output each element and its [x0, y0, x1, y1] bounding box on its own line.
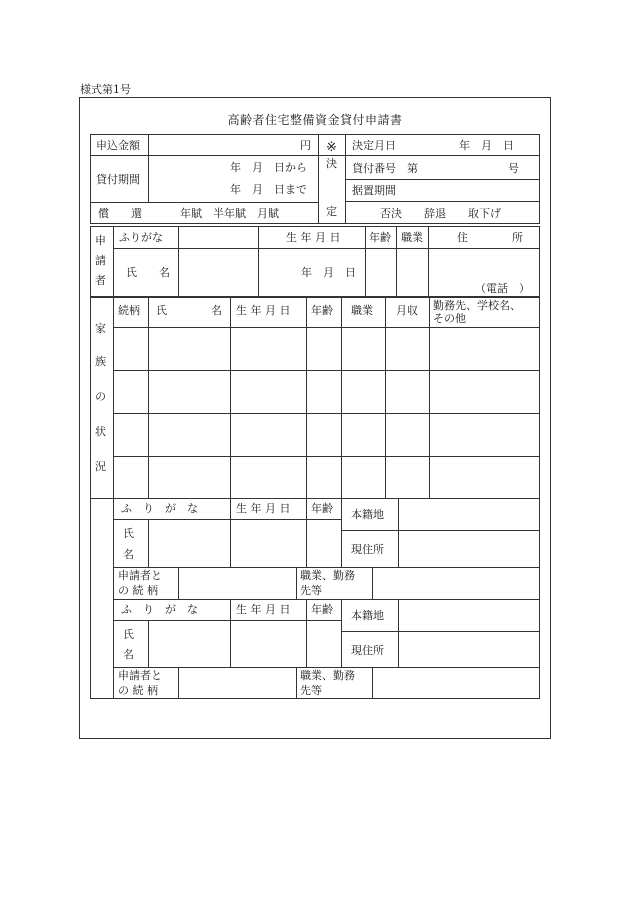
cosigner2-job-label-2: 先等 [300, 684, 322, 697]
applicant-birth-label: 生 年 月 日 [286, 231, 341, 244]
cosigner2-age-label: 年齢 [311, 603, 333, 616]
cosigner1-age-label: 年齢 [311, 502, 333, 515]
cosigner2-furigana-label: ふ り が な [121, 603, 198, 616]
loan-period-to: 年 月 日まで [230, 183, 307, 196]
applicant-phone-label: （電話 ） [475, 282, 530, 295]
family-side-char-5: 況 [95, 460, 106, 473]
family-workplace-header-1: 勤務先、学校名、 [433, 299, 521, 312]
cosigner1-furigana-label: ふ り が な [121, 502, 198, 515]
cosigner2-birth-label: 生 年 月 日 [236, 603, 291, 616]
cosigner2-job-label-1: 職業、勤務 [300, 669, 355, 682]
grace-period-label: 据置期間 [352, 184, 396, 197]
cosigner1-name-char-2: 名 [123, 548, 134, 561]
applicant-birth-ymd: 年 月 日 [301, 266, 356, 279]
family-name-header: 氏 名 [156, 304, 222, 317]
cosigner1-address-label: 現住所 [351, 543, 384, 556]
decision-char-2: 定 [326, 205, 337, 218]
cosigner1-relation-label-1: 申請者と [118, 569, 162, 582]
result-options: 否決 辞退 取下げ [380, 207, 501, 220]
repayment-options: 年賦 半年賦 月賦 [180, 207, 279, 220]
loan-number-label: 貸付番号 第 [352, 162, 418, 175]
repayment-label: 償 還 [98, 207, 142, 220]
family-income-header: 月収 [396, 304, 418, 317]
cosigner2-relation-label-2: の 続 柄 [118, 684, 158, 697]
cosigner1-job-label-1: 職業、勤務 [300, 569, 355, 582]
applicant-side-char-2: 請 [95, 254, 106, 267]
cosigner2-name-char-2: 名 [123, 648, 134, 661]
application-amount-label: 申込金額 [96, 139, 140, 152]
family-side-char-2: 族 [95, 355, 106, 368]
applicant-name-label: 氏 名 [126, 266, 170, 279]
loan-period-label: 貸付期間 [96, 173, 140, 186]
decision-date-label: 決定月日 [352, 139, 396, 152]
applicant-side-char-3: 者 [95, 274, 106, 287]
family-side-char-1: 家 [95, 322, 106, 335]
applicant-age-label: 年齢 [369, 231, 391, 244]
cosigner1-relation-label-2: の 続 柄 [118, 584, 158, 597]
applicant-side-char-1: 申 [95, 234, 106, 247]
cosigner1-job-label-2: 先等 [300, 584, 322, 597]
family-occupation-header: 職業 [351, 304, 373, 317]
cosigner1-domicile-label: 本籍地 [351, 508, 384, 521]
form-number: 様式第1号 [80, 83, 131, 96]
family-side-char-3: の [95, 390, 106, 403]
applicant-occupation-label: 職業 [401, 231, 423, 244]
loan-period-from: 年 月 日から [230, 161, 307, 174]
cosigner2-address-label: 現住所 [351, 644, 384, 657]
applicant-furigana-label: ふりがな [119, 231, 163, 244]
decision-char-1: 決 [326, 157, 337, 170]
applicant-address-label: 住 所 [457, 231, 523, 244]
decision-mark: ※ [326, 140, 337, 155]
cosigner2-name-char-1: 氏 [123, 628, 134, 641]
cosigner2-relation-label-1: 申請者と [118, 669, 162, 682]
document-title: 高齢者住宅整備資金貸付申請書 [227, 113, 403, 127]
loan-number-suffix: 号 [508, 162, 519, 175]
family-side-char-4: 状 [95, 425, 106, 438]
family-relation-header: 続柄 [118, 304, 140, 317]
yen-unit: 円 [300, 139, 311, 152]
cosigner1-birth-label: 生 年 月 日 [236, 502, 291, 515]
decision-date-ymd: 年 月 日 [459, 139, 514, 152]
family-workplace-header-2: その他 [433, 312, 466, 325]
family-age-header: 年齢 [311, 304, 333, 317]
cosigner2-domicile-label: 本籍地 [351, 609, 384, 622]
cosigner1-name-char-1: 氏 [123, 527, 134, 540]
family-birth-header: 生 年 月 日 [236, 304, 291, 317]
